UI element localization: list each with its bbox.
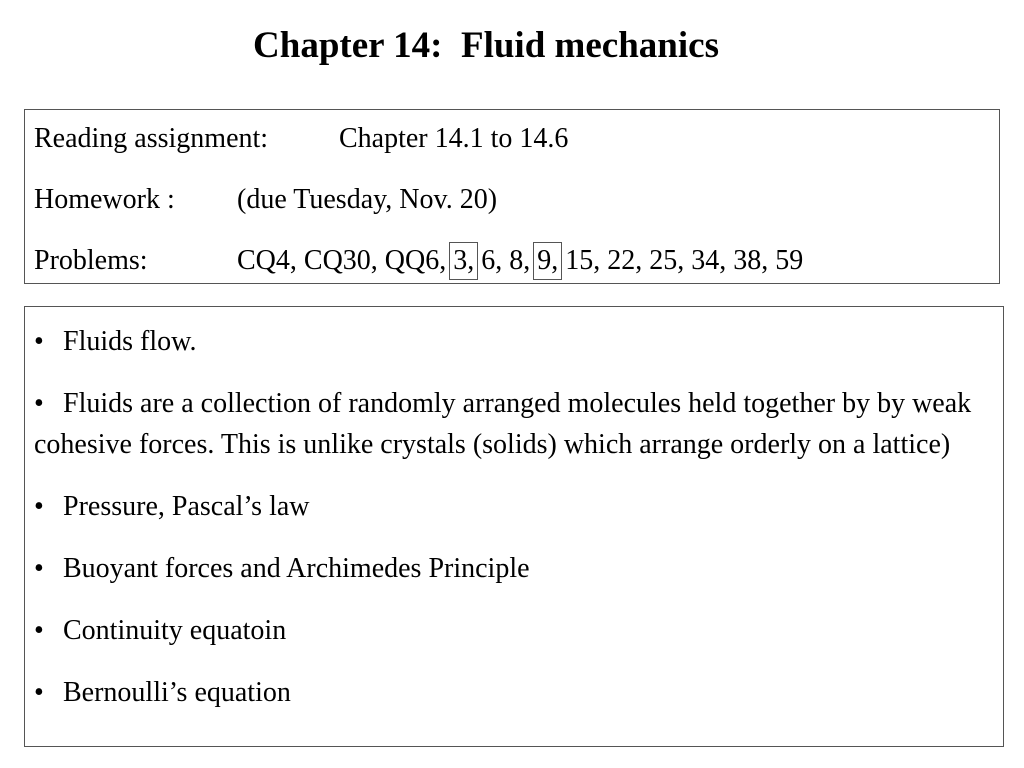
topic-text: Bernoulli’s equation [63,677,291,708]
reading-assignment-row [34,122,569,156]
bullet: • [34,491,44,522]
topic-text: Fluids are a collection of randomly arranged molecules held together by by weak cohesive forces. This is unlike crystals (solids) which arrange orderly on a lattice) [34,388,972,460]
topic-item [34,610,979,651]
topic-text: Buoyant forces and Archimedes Principle [63,553,530,584]
problems-label: Problems: [34,245,148,276]
reading-assignment-label: Reading assignment: [34,123,269,154]
problems-list [237,244,803,278]
assignment-box [24,109,1000,284]
bullet: • [34,326,44,357]
problems-row [34,244,804,278]
topic-item [34,321,979,362]
problems-text-part: 6, 8, [474,245,538,276]
topic-text: Fluids flow. [63,326,197,357]
problems-text-part: 15, 22, 25, 34, 38, 59 [558,245,804,276]
problems-text-part: CQ4, CQ30, QQ6, [237,245,454,276]
bullet: • [34,553,44,584]
homework-row [34,183,498,217]
highlighted-problem: 9, [533,242,562,280]
homework-due-date: (due Tuesday, Nov. 20) [237,184,498,215]
topics-list [34,321,979,713]
topic-item [34,486,979,527]
topic-item [34,548,979,589]
topic-item [34,383,979,465]
homework-label: Homework : [34,184,175,215]
reading-assignment-value: Chapter 14.1 to 14.6 [339,123,569,154]
bullet: • [34,388,44,419]
topic-item [34,672,979,713]
topic-text: Pressure, Pascal’s law [63,491,310,522]
bullet: • [34,615,44,646]
topics-box [24,306,1004,747]
topic-text: Continuity equatoin [63,615,287,646]
bullet: • [34,677,44,708]
slide-title: Chapter 14: Fluid mechanics [253,25,719,66]
highlighted-problem: 3, [449,242,478,280]
